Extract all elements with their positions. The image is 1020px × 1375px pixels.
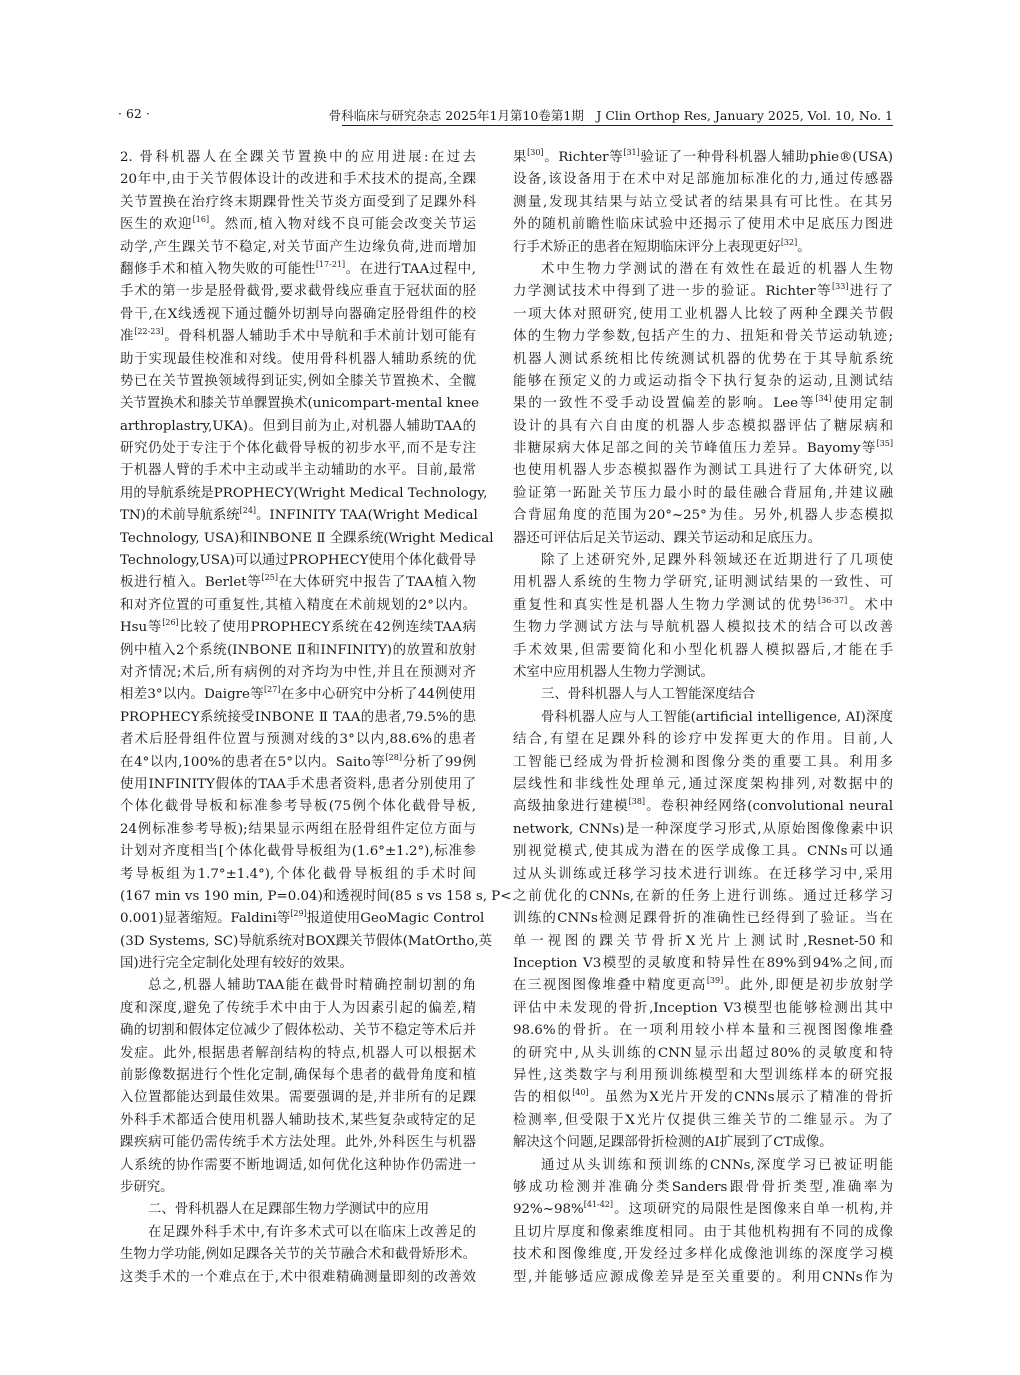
text-line: 器还可评估后足关节运动、踝关节运动和足底压力。 — [513, 530, 821, 546]
citation: [35] — [876, 439, 893, 449]
text-line: 且切片厚度和像素维度相同。由于其他机构拥有不同的成像 — [513, 1224, 893, 1240]
text-line: 度和深度,避免了传统手术中由于人为因素引起的偏差,精 — [120, 1000, 476, 1016]
text-line: 医生的欢迎[16]。然而,植入物对线不良可能会改变关节运 — [120, 215, 476, 233]
text-line: 准[22-23]。骨科机器人辅助手术中导航和手术前计划可能有 — [120, 327, 477, 345]
text-line: 板进行植入。Berlet等[25]在大体研究中报告了TAA植入物 — [120, 573, 476, 591]
text-line: 24例标准参考导板);结果显示两组在胫骨组件定位方面与 — [120, 821, 476, 837]
text-line: 除了上述研究外,足踝外科领域还在近期进行了几项使 — [541, 553, 893, 569]
text-line: PROPHECY系统接受INBONE Ⅱ TAA的患者,79.5%的患 — [120, 709, 476, 725]
text-line: 用机器人系统的生物力学研究,证明测试结果的一致性、可 — [513, 575, 893, 591]
text-line: 手术效果,但需要简化和小型化机器人模拟器后,才能在手 — [513, 642, 893, 658]
citation: [36-37] — [817, 595, 848, 605]
text-line: 2. 骨科机器人在全踝关节置换中的应用进展:在过去 — [120, 150, 476, 165]
text-line: 相差3°以内。Daigre等[27]在多中心研究中分析了44例使用 — [120, 685, 476, 703]
text-line: 结合,有望在足踝外科的诊疗中发挥更大的作用。目前,人 — [513, 732, 893, 748]
text-line: 重复性和真实性是机器人生物力学测试的优势[36-37]。术中 — [513, 595, 894, 613]
citation: [41-42] — [583, 1200, 614, 1210]
text-line: 够成功检测并准确分类Sanders跟骨骨折类型,准确率为 — [513, 1179, 893, 1195]
citation: [34] — [815, 394, 832, 404]
text-line: 异性,这类数字与利用预训练模型和大型训练样本的研究报 — [513, 1068, 893, 1084]
text-line: 92%~98%[41-42]。这项研究的局限性是图像来自单一机构,并 — [513, 1200, 893, 1218]
text-line: 人系统的协作需要不断地调适,如何优化这种协作仍需进一 — [120, 1157, 476, 1173]
text-line: 个体化截骨导板和标准参考导板(75例个体化截骨导板, — [120, 799, 476, 815]
text-line: 测量,发现其结果与站立受试者的结果具有可比性。在其另 — [513, 194, 893, 210]
text-line: 前影像数据进行个性化定制,确保每个患者的截骨角度和植 — [120, 1068, 476, 1084]
citation: [29] — [290, 909, 307, 919]
text-line: 术室中应用机器人生物力学测试。 — [513, 664, 714, 680]
left-column — [120, 147, 512, 1289]
text-line: 果[30]。Richter等[31]验证了一种骨科机器人辅助phie®(USA) — [513, 148, 894, 165]
citation: [16] — [192, 215, 210, 225]
text-line: 单一视图的踝关节骨折X光片上测试时,Resnet-50和 — [513, 933, 893, 949]
text-line: 层线性和非线性处理单元,通过深度架构排列,对数据中的 — [513, 776, 893, 792]
text-line: 通过从头训练和预训练的CNNs,深度学习已被证明能 — [541, 1157, 893, 1173]
right-column — [513, 147, 893, 1289]
citation: [32] — [780, 237, 798, 247]
text-line: 的研究中,从头训练的CNN显示出超过80%的灵敏度和特 — [513, 1045, 893, 1061]
text-line: Technology, USA)和INBONE Ⅱ 全踝系统(Wright Medical — [120, 530, 494, 546]
citation: [28] — [385, 752, 402, 762]
text-line: 国)进行完全定制化处理有较好的效果。 — [120, 956, 353, 972]
text-line: 手术的第一步是胫骨截骨,要求截骨线应垂直于冠状面的胫 — [120, 284, 476, 300]
text-line: 之前优化的CNNs,在新的任务上进行训练。通过迁移学习 — [513, 888, 893, 904]
text-line: 助于实现最佳校准和对线。使用骨科机器人辅助系统的优 — [120, 351, 476, 367]
text-line: 翻修手术和植入物失败的可能性[17-21]。在进行TAA过程中, — [120, 259, 477, 277]
text-line: 对齐情况;术后,所有病例的对齐均为中性,并且在预测对齐 — [120, 664, 476, 680]
text-line: 生物力学功能,例如足踝各关节的关节融合术和截骨矫形术。 — [120, 1247, 476, 1263]
text-line: 合背屈角度的范围为20°~25°为佳。另外,机器人步态模拟 — [513, 508, 893, 524]
text-line: 外的随机前瞻性临床试验中还揭示了使用术中足底压力图进 — [513, 217, 893, 233]
text-line: 在4°以内,100%的患者在5°以内。Saito等[28]分析了99例 — [120, 752, 476, 770]
text-line: 果的一致性不受手动设置偏差的影响。Lee等[34]使用定制 — [513, 394, 894, 412]
citation: [25] — [261, 573, 278, 583]
citation: [26] — [162, 618, 179, 628]
text-line: 一项大体对照研究,使用工业机器人比较了两种全踝关节假 — [513, 306, 893, 322]
text-line: 关节置换在治疗终末期踝骨性关节炎方面受到了足踝外科 — [120, 194, 476, 210]
text-line: 者术后胫骨组件位置与预测对线的3°以内,88.6%的患者 — [120, 732, 476, 748]
text-line: 工智能已经成为骨折检测和图像分类的重要工具。利用多 — [513, 754, 893, 770]
text-line: 在三视图图像堆叠中精度更高[39]。此外,即便是初步放射学 — [513, 976, 893, 994]
text-line: Inception V3模型的灵敏度和特异性在89%到94%之间,而 — [513, 956, 893, 972]
text-line: 验证第一跖趾关节压力最小时的最佳融合背屈角,并建议融 — [513, 485, 893, 501]
text-line: 技术和图像维度,开发经过多样化成像池训练的深度学习模 — [513, 1247, 893, 1263]
citation: [38] — [628, 797, 646, 807]
text-line: 步研究。 — [120, 1179, 174, 1195]
citation: [22-23] — [134, 327, 164, 337]
text-line: (167 min vs 190 min, P=0.04)和透视时间(85 s vs 158 s, P< — [120, 888, 512, 904]
text-line: 总之,机器人辅助TAA能在截骨时精确控制切割的角 — [148, 978, 476, 994]
text-line: 势已在关节置换领域得到证实,例如全膝关节置换术、全髋 — [120, 373, 476, 389]
text-line: 设计的具有六自由度的机器人步态模拟器评估了糖尿病和 — [513, 418, 893, 434]
text-line: 术中生物力学测试的潜在有效性在最近的机器人生物 — [541, 261, 893, 277]
text-line: 也使用机器人步态模拟器作为测试工具进行了大体研究,以 — [513, 463, 893, 479]
text-line: 力学测试技术中得到了进一步的验证。Richter等[33]进行了 — [513, 282, 893, 300]
text-line: 骨科机器人应与人工智能(artificial intelligence, AI)深度 — [541, 709, 893, 725]
running-header-journal: 骨科临床与研究杂志 2025年1月第10卷第1期 J Clin Orthop Res, January 2025, Vol. 10, No. 1 — [328, 108, 893, 123]
text-line: 生物力学测试方法与导航机器人模拟技术的结合可以改善 — [513, 620, 893, 636]
text-line: 例中植入2个系统(INBONE Ⅱ和INFINITY)的放置和放射 — [120, 642, 476, 658]
text-line: 于机器人臂的手术中主动或半主动辅助的水平。目前,最常 — [120, 463, 476, 479]
text-line: 检测率,但受限于X光片仅提供三维关节的二维显示。为了 — [513, 1112, 893, 1128]
text-line: Technology,USA)可以通过PROPHECY使用个体化截骨导 — [120, 553, 476, 569]
text-line: 关节置换术和膝关节单髁置换术(unicompart-mental knee — [120, 396, 480, 412]
text-line: 体的生物力学参数,包括产生的力、扭矩和骨关节运动轨迹; — [513, 329, 893, 345]
citation: [30] — [527, 148, 544, 157]
text-line: 这类手术的一个难点在于,术中很难精确测量即刻的改善效 — [120, 1269, 476, 1285]
text-line: 研究仍处于专注于个体化截骨导板的初步水平,而不是专注 — [120, 441, 476, 457]
citation: [27] — [264, 685, 281, 695]
text-line: 使用INFINITY假体的TAA手术患者资料,患者分别使用了 — [120, 776, 476, 792]
text-line: 发症。此外,根据患者解剖结构的特点,机器人可以根据术 — [120, 1045, 476, 1061]
text-line: 确的切割和假体定位减少了假体松动、关节不稳定等术后并 — [120, 1023, 476, 1039]
text-line: 告的相似[40]。虽然为X光片开发的CNNs展示了精准的骨折 — [513, 1088, 893, 1106]
text-line: 动学,产生踝关节不稳定,对关节面产生边缘负荷,进而增加 — [120, 239, 476, 255]
citation: [39] — [706, 976, 724, 986]
text-line: 能够在预定义的力或运动指令下执行复杂的运动,且测试结 — [513, 373, 893, 389]
citation: [17-21] — [315, 259, 346, 269]
text-line: 解决这个问题,足踝部骨折检测的AI扩展到了CT成像。 — [513, 1135, 833, 1151]
page-number: · 62 · — [118, 106, 150, 121]
text-line: 考导板组为1.7°±1.4°),个体化截骨导板组的手术时间 — [120, 866, 476, 882]
text-line: 训练的CNNs检测足踝骨折的准确性已经得到了验证。当在 — [513, 911, 893, 927]
text-line: 行手术矫正的患者在短期临床评分上表现更好[32]。 — [513, 237, 811, 255]
text-line: 踝疾病可能仍需传统手术方法处理。此外,外科医生与机器 — [120, 1135, 476, 1151]
citation: [40] — [572, 1088, 589, 1098]
text-line: 别视觉模式,使其成为潜在的医学成像工具。CNNs可以通 — [513, 844, 893, 860]
section-heading: 二、骨科机器人在足踝部生物力学测试中的应用 — [148, 1202, 430, 1218]
text-line: 型,并能够适应源成像差异是至关重要的。利用CNNs作为 — [513, 1269, 893, 1285]
section-heading: 三、骨科机器人与人工智能深度结合 — [541, 687, 756, 703]
text-line: 计划对齐度相当[个体化截骨导板组为(1.6°±1.2°),标准参 — [120, 844, 476, 860]
text-line: 用的导航系统是PROPHECY(Wright Medical Technology, — [120, 485, 488, 501]
text-line: 20年中,由于关节假体设计的改进和手术技术的提高,全踝 — [120, 172, 476, 188]
text-line: 和对齐位置的可重复性,其植入精度在术前规划的2°以内。 — [120, 597, 476, 613]
text-line: 骨干,在X线透视下通过髓外切割导向器确定胫骨组件的校 — [120, 306, 476, 322]
text-line: 设备,该设备用于在术中对足部施加标准化的力,通过传感器 — [513, 172, 893, 188]
text-line: 评估中未发现的骨折,Inception V3模型也能够检测出其中 — [513, 1000, 893, 1016]
text-line: 0.001)显著缩短。Faldini等[29]报道使用GeoMagic Control — [120, 909, 485, 927]
text-line: (3D Systems, SC)导航系统对BOX踝关节假体(MatOrtho,英 — [120, 933, 493, 949]
citation: [33] — [832, 282, 849, 292]
header-rule — [342, 125, 893, 126]
text-line: 入位置都能达到最佳效果。需要强调的是,并非所有的足踝 — [120, 1090, 476, 1106]
text-line: 过从头训练或迁移学习技术进行训练。在迁移学习中,采用 — [513, 866, 893, 882]
text-line: 非糖尿病大体足部之间的关节峰值压力差异。Bayomy等[35] — [513, 439, 893, 457]
citation: [31] — [623, 148, 640, 157]
citation: [24] — [239, 506, 257, 516]
text-line: 外科手术都适合使用机器人辅助技术,某些复杂或特定的足 — [120, 1112, 476, 1128]
text-line: 98.6%的骨折。在一项利用较小样本量和三视图图像堆叠 — [513, 1023, 893, 1039]
text-line: 在足踝外科手术中,有许多术式可以在临床上改善足的 — [148, 1224, 476, 1240]
text-line: arthroplastry,UKA)。但到目前为止,对机器人辅助TAA的 — [120, 418, 476, 434]
text-line: TN)的术前导航系统[24]。INFINITY TAA(Wright Medical — [120, 506, 478, 524]
text-line: 高级抽象进行建模[38]。卷积神经网络(convolutional neural — [513, 797, 893, 815]
text-line: Hsu等[26]比较了使用PROPHECY系统在42例连续TAA病 — [120, 618, 476, 636]
text-line: 机器人测试系统相比传统测试机器的优势在于其导航系统 — [513, 351, 893, 367]
text-line: network, CNNs)是一种深度学习形式,从原始图像像素中识 — [513, 821, 893, 837]
